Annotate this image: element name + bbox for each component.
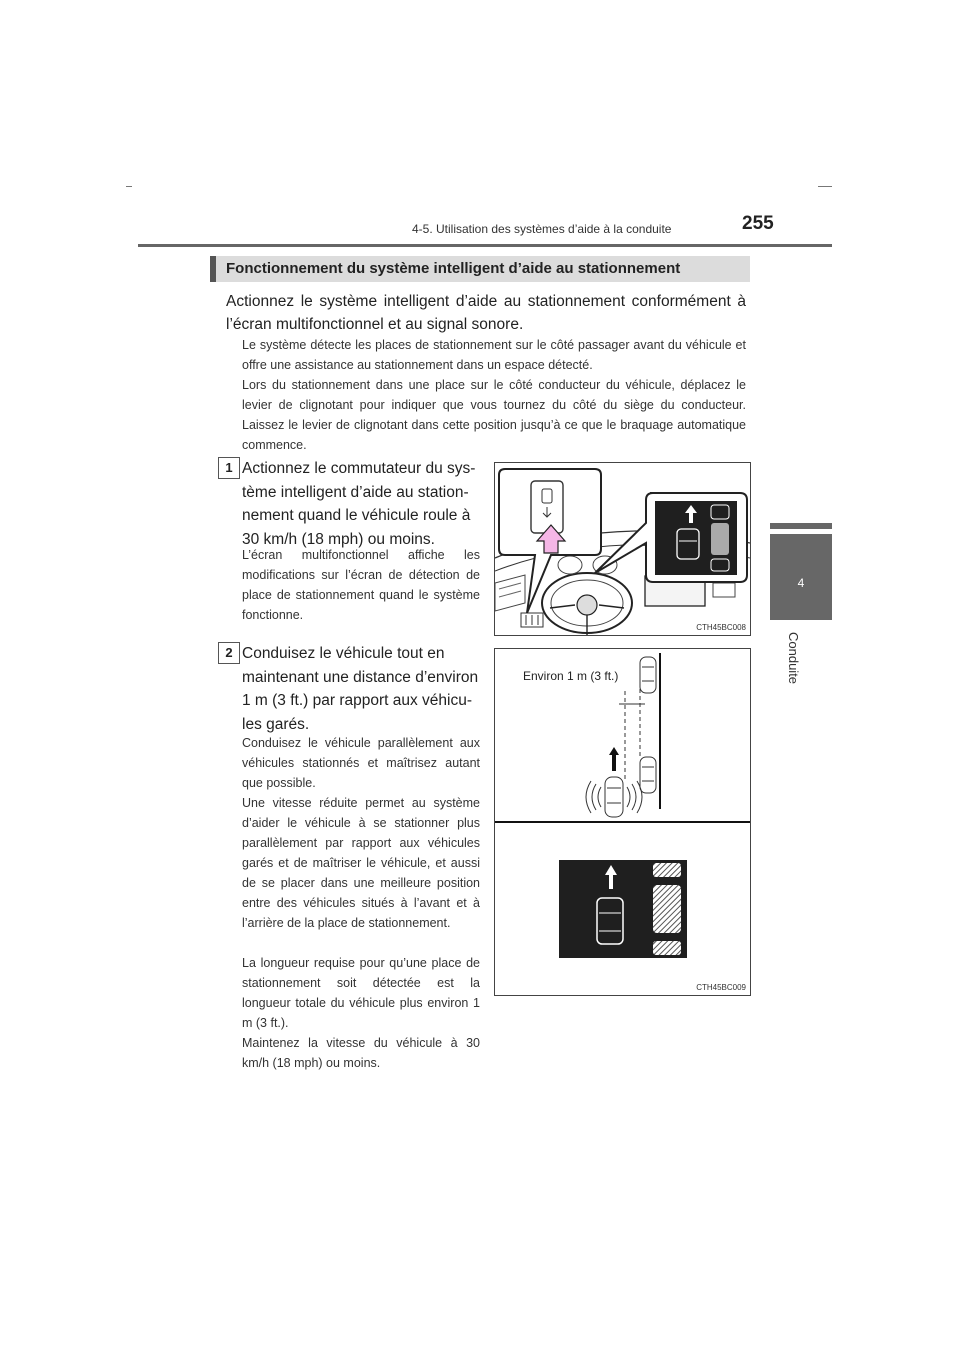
figure-code: CTH45BC009 xyxy=(696,983,746,992)
step-paragraph: La longueur requise pour qu’une place de stationnement soit détectée est la longueur totale du véhicule plus environ 1 m (3 ft.). xyxy=(242,956,480,1030)
note-paragraph: Lors du stationnement dans une place sur le côté conducteur du véhicule, déplacez le levier de clignotant pour indiquer que vous tournez du côté du siège du conducteur. Laissez le levier de clignotant dans cette position jusqu’à ce que le braquage automatique commence. xyxy=(242,378,746,452)
step-title-line: Conduisez le véhicule tout en xyxy=(242,645,445,662)
step-title xyxy=(242,457,482,551)
side-tab-top xyxy=(770,523,832,529)
step-title-line: 1 m (3 ft.) par rapport aux véhicu- xyxy=(242,692,473,709)
chapter-number: 4 xyxy=(797,576,805,590)
step-title-line: les garés. xyxy=(242,715,310,733)
parking-illustration xyxy=(495,649,750,995)
step-number-badge: 2 xyxy=(218,642,240,664)
section-heading-bar xyxy=(210,256,216,282)
step-description: L’écran multifonctionnel affiche les modifications sur l’écran de détection de place de stationnement quand le système fonctionne. xyxy=(242,548,480,622)
step-title-line: Actionnez le commutateur du sys- xyxy=(242,460,476,477)
section-heading-text: Fonctionnement du système intelligent d’aide au stationnement xyxy=(226,260,681,277)
section-heading xyxy=(210,256,750,282)
crop-mark-left xyxy=(126,186,132,187)
step-title-line: 30 km/h (18 mph) ou moins. xyxy=(242,530,435,548)
running-header: 4-5. Utilisation des systèmes d’aide à la conduite xyxy=(412,222,672,236)
step-title xyxy=(242,642,482,736)
dashboard-illustration xyxy=(495,463,750,635)
chapter-label: Conduite xyxy=(786,632,801,685)
step-paragraph: Une vitesse réduite permet au système d’aider le véhicule à se stationner plus parallèlement par rapport aux véhicules garés et de maîtriser le véhicule, et aussi de se placer dans une meilleure position entre des véhicules situés à l’avant et à l’arrière de la place de stationnement. xyxy=(242,796,480,930)
step-paragraph: Maintenez la vitesse du véhicule à 30 km/h (18 mph) ou moins. xyxy=(242,1036,480,1070)
distance-label: Environ 1 m (3 ft.) xyxy=(523,669,619,683)
intro-paragraph: Actionnez le système intelligent d’aide au stationnement conformément à l’écran multifonctionnel et au signal sonore. xyxy=(226,293,746,333)
note-paragraph: Le système détecte les places de stationnement sur le côté passager avant du véhicule et offre une assistance au stationnement dans un espace détecté. xyxy=(242,338,746,372)
dashboard-figure xyxy=(494,462,751,636)
step-number-badge: 1 xyxy=(218,457,240,479)
step-title-line: tème intelligent d’aide au station- xyxy=(242,483,469,501)
figure-code: CTH45BC008 xyxy=(696,623,746,632)
header-rule xyxy=(138,244,832,247)
step-paragraph: Conduisez le véhicule parallèlement aux véhicules stationnés et maîtrisez autant que possible. xyxy=(242,736,480,790)
page-number: 255 xyxy=(742,213,774,234)
parking-figure xyxy=(494,648,751,996)
crop-mark-right xyxy=(818,186,832,187)
step-title-line: maintenant une distance d’environ xyxy=(242,668,479,686)
step-title-line: nement quand le véhicule roule à xyxy=(242,507,471,524)
